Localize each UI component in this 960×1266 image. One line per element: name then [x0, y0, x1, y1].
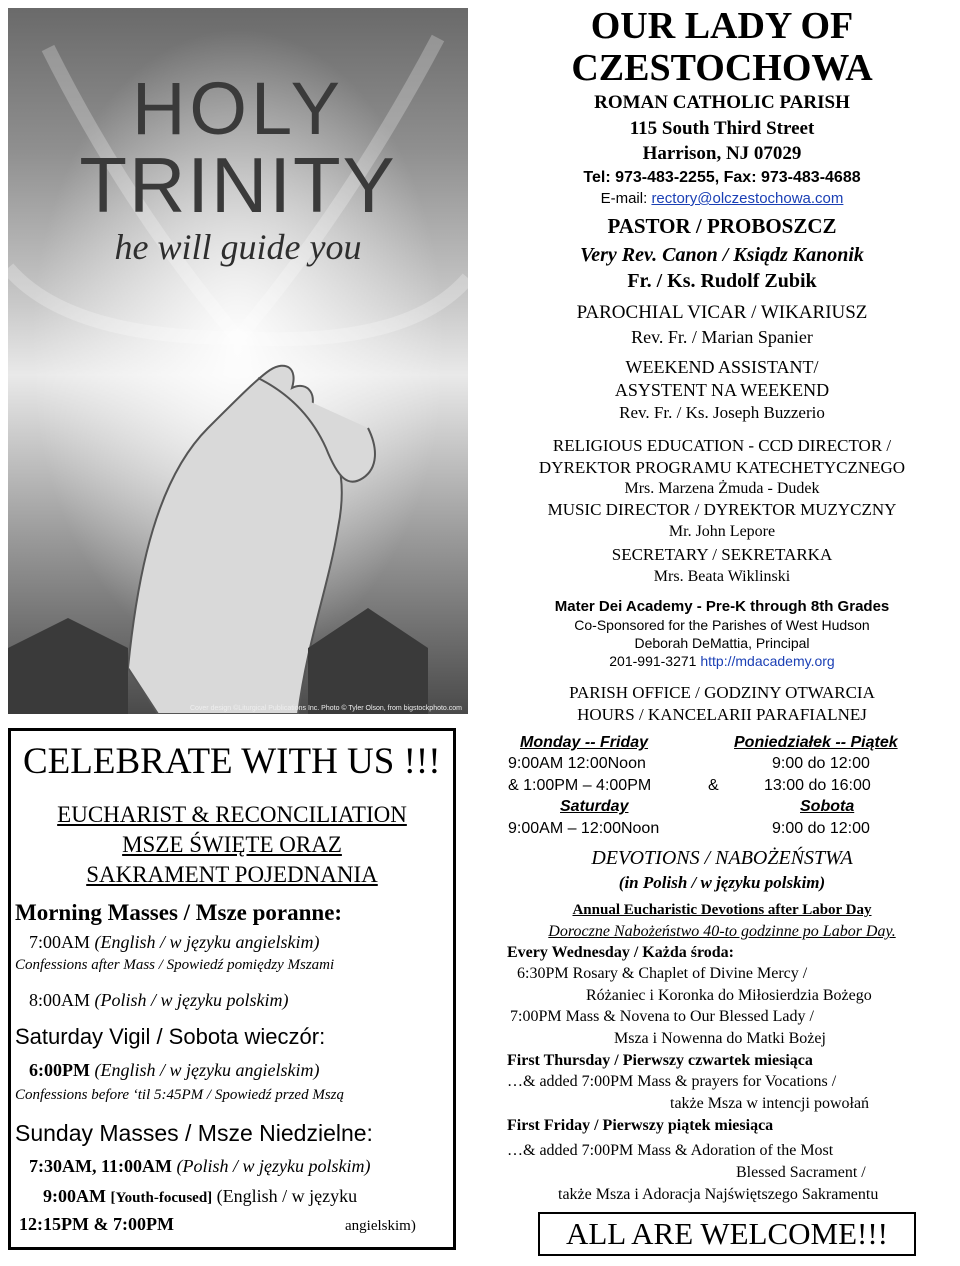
re-name: Mrs. Marzena Żmuda - Dudek — [624, 480, 820, 497]
devotions-heading: DEVOTIONS / NABOŻEŃSTWA — [591, 847, 853, 869]
sunday-mass-1-time: 7:30AM, 11:00AM — [29, 1156, 177, 1176]
first-friday-line1: …& added 7:00PM Mass & Adoration of the Most — [507, 1142, 834, 1159]
sunday-masses-heading: Sunday Masses / Msze Niedzielne: — [15, 1120, 373, 1146]
email-label: E-mail: — [600, 190, 652, 207]
sunday-mass-2 — [43, 1185, 357, 1209]
office-weekday-en: Monday -- Friday — [520, 734, 649, 751]
parish-phone: Tel: 973-483-2255, Fax: 973-483-4688 — [583, 169, 861, 186]
morning-masses-heading: Morning Masses / Msze poranne: — [15, 900, 343, 925]
devotions-annual-pl: Doroczne Nabożeństwo 40-to godzinne po Labor Day. — [548, 923, 896, 940]
cover-image — [8, 8, 468, 714]
vigil-lang: (English / w języku angielskim) — [94, 1060, 320, 1080]
celebrate-box — [8, 728, 456, 1250]
saturday-vigil-mass — [29, 1059, 319, 1081]
office-saturday-en: Saturday — [560, 798, 629, 815]
office-saturday-hours-en: 9:00AM – 12:00Noon — [508, 820, 660, 837]
academy-title: Mater Dei Academy - Pre-K through 8th Grades — [554, 598, 890, 615]
pastor-title: Very Rev. Canon / Ksiądz Kanonik — [580, 244, 864, 266]
academy-principal: Deborah DeMattia, Principal — [634, 635, 810, 651]
morning-mass-1-lang: (English / w języku angielskim) — [94, 932, 320, 952]
office-heading-1: PARISH OFFICE / GODZINY OTWARCIA — [569, 683, 875, 702]
sunday-mass-2-lang: (English / w języku — [212, 1186, 358, 1206]
office-amp: & — [708, 777, 719, 794]
secretary-heading: SECRETARY / SEKRETARKA — [611, 545, 833, 564]
morning-mass-2-time: 8:00AM — [29, 990, 95, 1010]
wednesday-novena: 7:00PM Mass & Novena to Our Blessed Lady / — [510, 1008, 814, 1025]
office-hours-pl-2: 13:00 do 16:00 — [764, 777, 871, 794]
first-thursday-line2: także Msza w intencji powołań — [670, 1095, 870, 1112]
re-heading-2: DYREKTOR PROGRAMU KATECHETYCZNEGO — [538, 458, 906, 477]
office-hours-en-2: & 1:00PM – 4:00PM — [508, 777, 652, 794]
cover-credit: Cover design ©Liturgical Publications Inc. Photo © Tyler Olson, from bigstockphoto.com — [189, 705, 462, 712]
wednesday-rosary-pl: Różaniec i Koronka do Miłosierdzia Bożego — [586, 987, 872, 1004]
wednesday-novena-pl: Msza i Nowenna do Matki Bożej — [614, 1030, 826, 1047]
secretary-name: Mrs. Beata Wiklinski — [653, 568, 791, 585]
music-heading: MUSIC DIRECTOR / DYREKTOR MUZYCZNY — [547, 500, 897, 519]
cover-title-holy: HOLY — [131, 67, 345, 150]
welcome-box — [538, 1212, 916, 1256]
cover-title-trinity: TRINITY — [79, 141, 397, 229]
celebrate-sub-3: SAKRAMENT POJEDNANIA — [86, 862, 378, 887]
celebrate-heading: CELEBRATE WITH US !!! — [23, 741, 441, 782]
parish-type: ROMAN CATHOLIC PARISH — [594, 92, 850, 113]
office-hours-pl-1: 9:00 do 12:00 — [772, 755, 870, 772]
office-hours-en-1: 9:00AM 12:00Noon — [508, 755, 646, 772]
wednesday-rosary: 6:30PM Rosary & Chaplet of Divine Mercy / — [517, 965, 808, 982]
morning-mass-2 — [29, 989, 288, 1011]
first-thursday-heading: First Thursday / Pierwszy czwartek miesiąca — [507, 1052, 813, 1069]
celebrate-sub-2: MSZE ŚWIĘTE ORAZ — [122, 832, 342, 857]
office-saturday-pl: Sobota — [800, 798, 855, 815]
parish-name-line2: CZESTOCHOWA — [571, 47, 873, 89]
weekend-heading-2: ASYSTENT NA WEEKEND — [614, 380, 830, 400]
vicar-name: Rev. Fr. / Marian Spanier — [631, 327, 813, 347]
welcome-text: ALL ARE WELCOME!!! — [565, 1216, 888, 1251]
office-weekday-pl: Poniedziałek -- Piątek — [734, 734, 898, 751]
parish-email-line — [488, 189, 956, 209]
vicar-heading: PAROCHIAL VICAR / WIKARIUSZ — [576, 302, 868, 323]
sunday-mass-3-time: 12:15PM & 7:00PM — [19, 1214, 174, 1234]
academy-cosponsor: Co-Sponsored for the Parishes of West Hudson — [574, 617, 870, 633]
celebrate-sub-1: EUCHARIST & RECONCILIATION — [57, 802, 407, 827]
sunday-mass-1 — [29, 1155, 370, 1177]
morning-mass-2-lang: (Polish / w języku polskim) — [94, 990, 289, 1010]
sunday-mass-2-tag: [Youth-focused] — [110, 1190, 213, 1206]
sunday-mass-3-lang: angielskim) — [345, 1218, 416, 1234]
first-thursday-line1: …& added 7:00PM Mass & prayers for Vocations / — [507, 1073, 837, 1090]
morning-mass-1 — [29, 931, 319, 953]
re-heading-1: RELIGIOUS EDUCATION - CCD DIRECTOR / — [552, 436, 892, 455]
cover-subtitle: he will guide you — [114, 227, 362, 267]
parish-name-line1: OUR LADY OF — [590, 5, 854, 47]
weekend-heading-1: WEEKEND ASSISTANT/ — [625, 357, 819, 377]
devotions-annual-en: Annual Eucharistic Devotions after Labor Day — [572, 902, 872, 918]
saturday-vigil-heading: Saturday Vigil / Sobota wieczór: — [15, 1024, 326, 1049]
pastor-name: Fr. / Ks. Rudolf Zubik — [627, 270, 817, 292]
music-name: Mr. John Lepore — [668, 523, 776, 540]
email-link[interactable]: rectory@olczestochowa.com — [651, 190, 844, 207]
office-saturday-hours-pl: 9:00 do 12:00 — [772, 820, 870, 837]
weekend-name: Rev. Fr. / Ks. Joseph Buzzerio — [619, 403, 825, 422]
first-friday-line2: Blessed Sacrament / — [736, 1164, 866, 1181]
office-heading-2: HOURS / KANCELARII PARAFIALNEJ — [577, 705, 867, 724]
vigil-confessions: Confessions before ‘til 5:45PM / Spowiedź przed Mszą — [15, 1087, 345, 1103]
morning-mass-1-time: 7:00AM — [29, 932, 95, 952]
academy-url-link[interactable]: http://mdacademy.org — [700, 653, 835, 669]
first-friday-line3: także Msza i Adoracja Najświętszego Sakramentu — [558, 1186, 879, 1203]
academy-contact — [488, 652, 956, 670]
wednesday-heading: Every Wednesday / Każda środa: — [507, 944, 734, 961]
devotions-subheading: (in Polish / w języku polskim) — [618, 873, 826, 892]
parish-city: Harrison, NJ 07029 — [642, 143, 802, 164]
sunday-mass-2-time: 9:00AM — [43, 1186, 111, 1206]
academy-phone: 201-991-3271 — [609, 653, 701, 669]
pastor-heading: PASTOR / PROBOSZCZ — [607, 214, 837, 238]
parish-street: 115 South Third Street — [629, 118, 815, 139]
morning-confessions: Confessions after Mass / Spowiedź pomiędzy Mszami — [15, 957, 335, 973]
first-friday-heading: First Friday / Pierwszy piątek miesiąca — [507, 1117, 774, 1134]
sunday-mass-1-lang: (Polish / w języku polskim) — [176, 1156, 371, 1176]
vigil-time: 6:00PM — [29, 1060, 95, 1080]
